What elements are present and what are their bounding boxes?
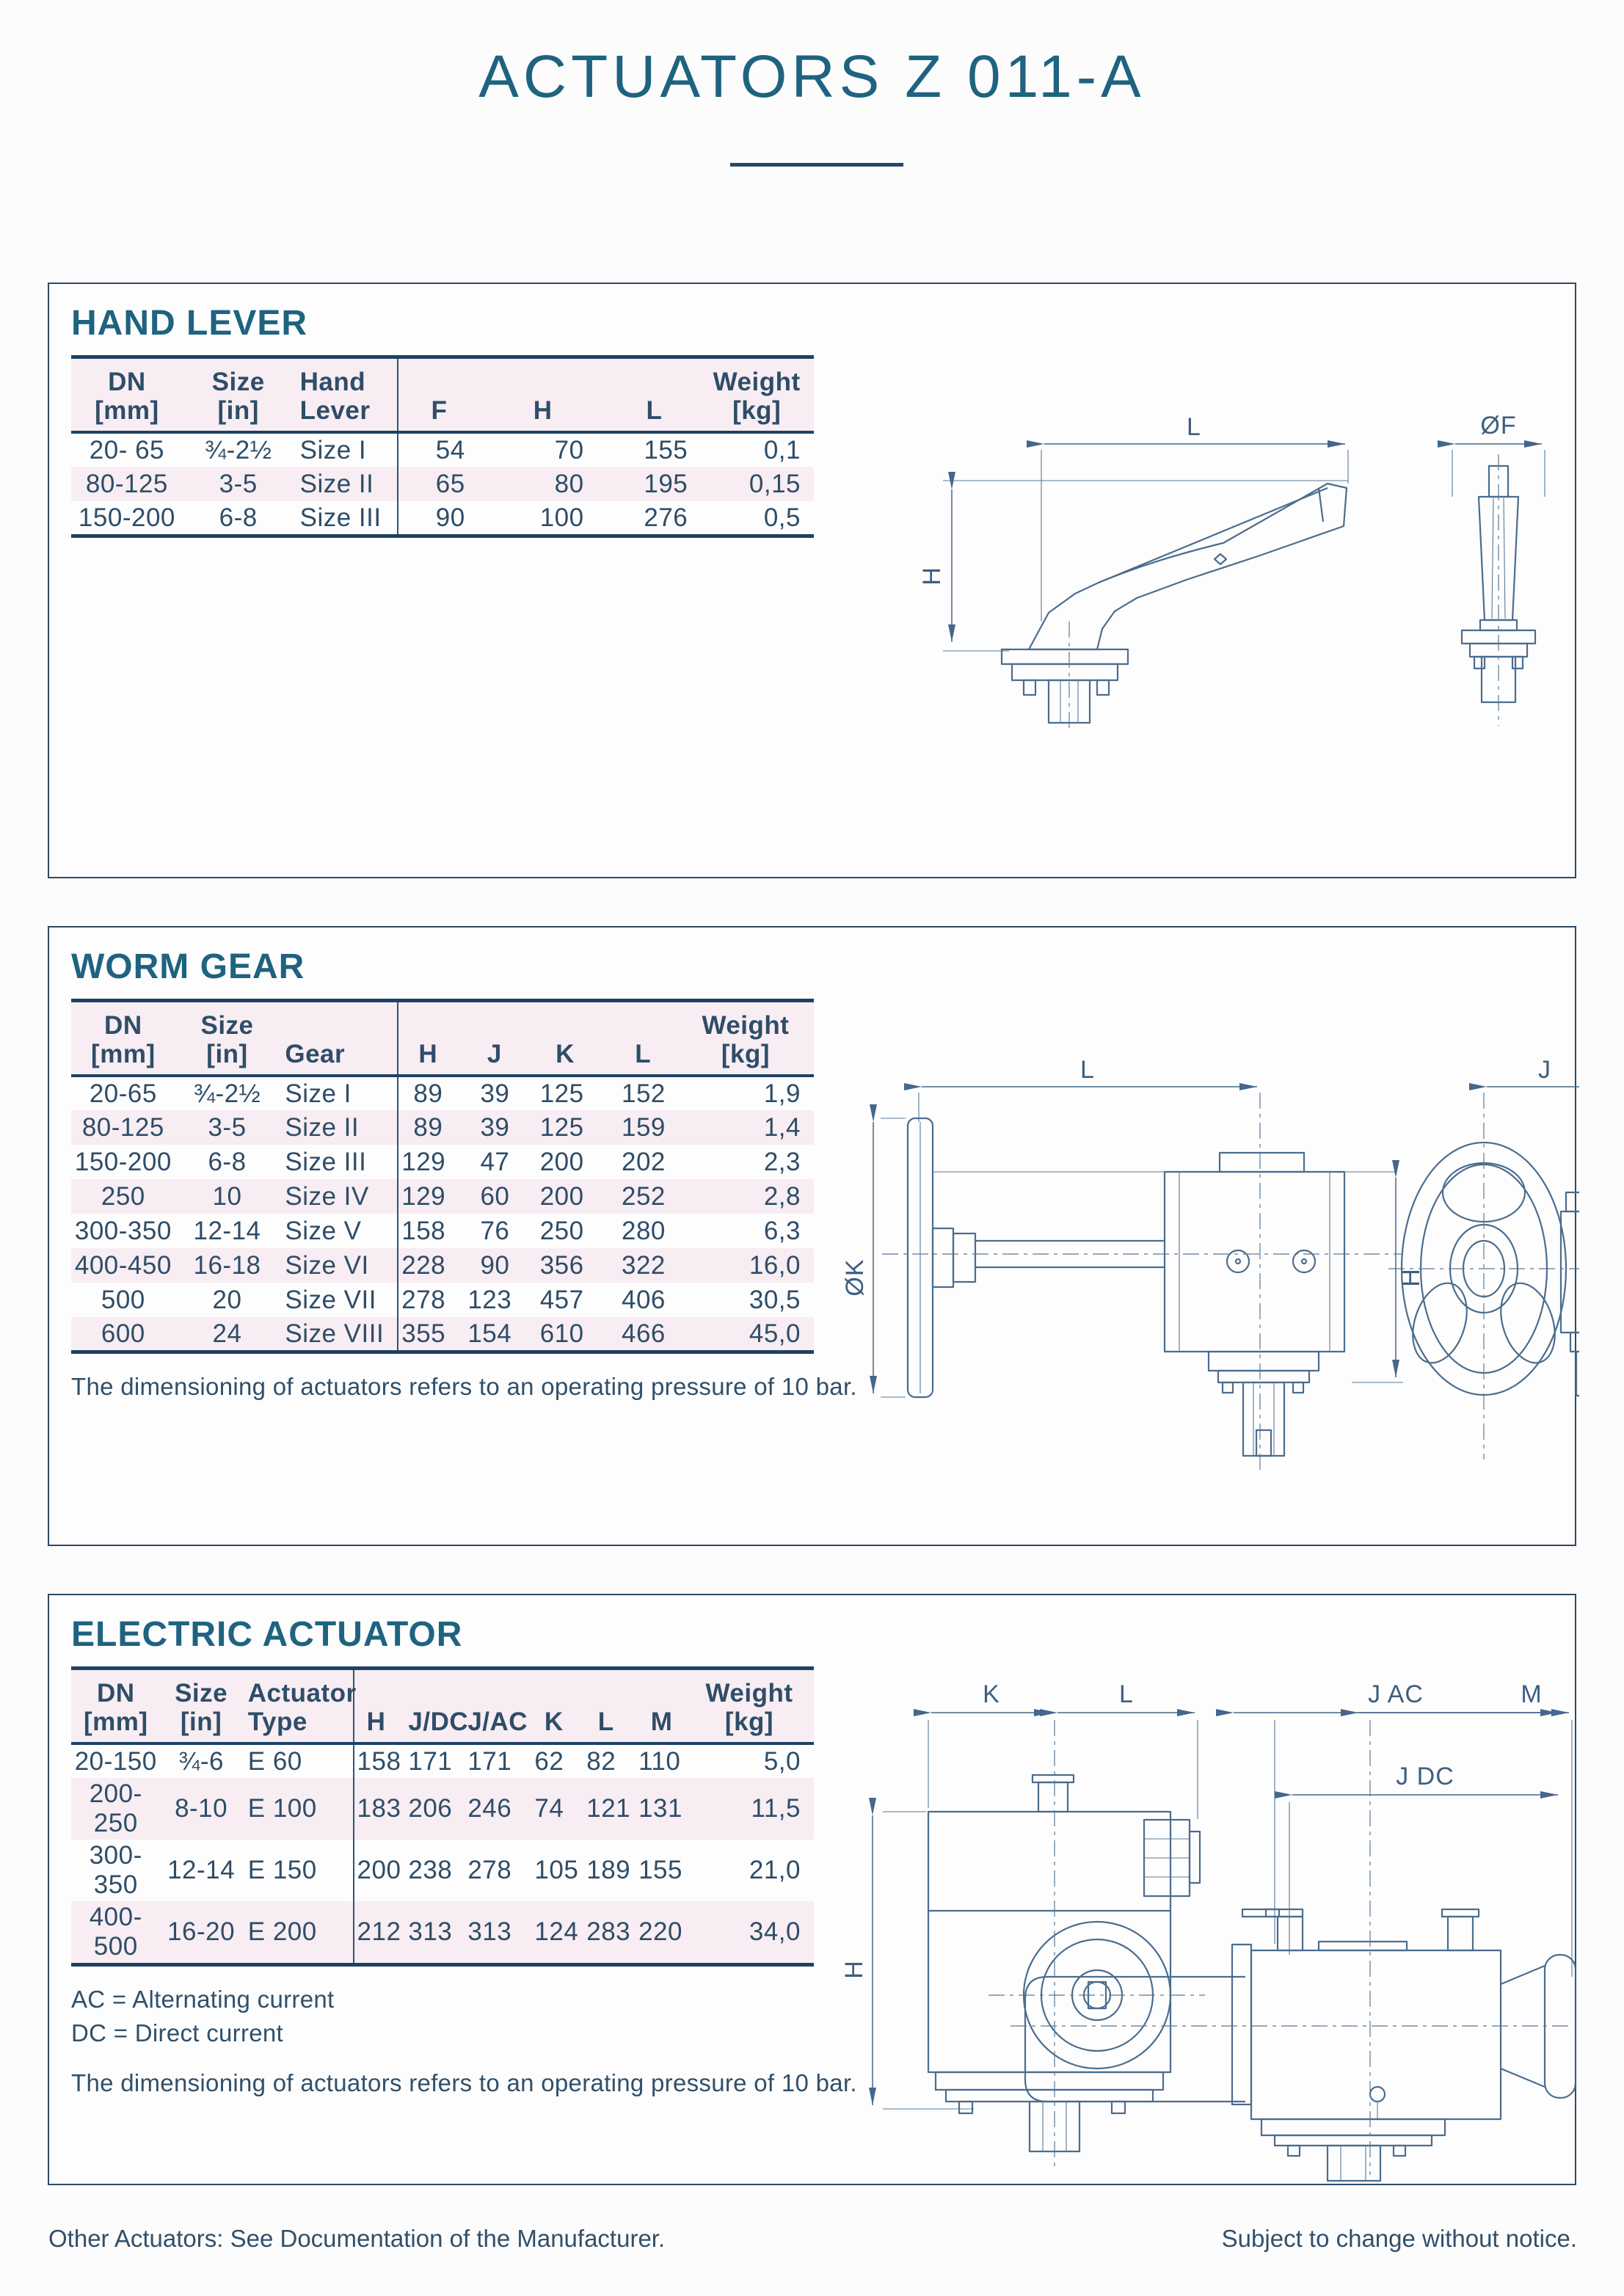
table-cell: 200 <box>539 1181 584 1211</box>
table-cell: E 60 <box>242 1743 354 1778</box>
table-row <box>71 1214 814 1248</box>
table-cell: 200 <box>357 1856 401 1885</box>
column-header: Gear <box>279 1001 398 1076</box>
table-cell: 322 <box>622 1250 666 1280</box>
table-cell: 406 <box>622 1285 666 1314</box>
table-cell: 400-450 <box>74 1250 172 1280</box>
table-cell: 82 <box>586 1746 616 1776</box>
table-cell: Size V <box>279 1214 398 1248</box>
table-cell: ¾-2½ <box>193 1079 261 1108</box>
column-header: DN [mm] <box>71 1001 175 1076</box>
table-row <box>71 1145 814 1179</box>
table-cell: 1,9 <box>763 1079 801 1108</box>
dim-label-l: L <box>1119 1680 1134 1708</box>
table-cell: 89 <box>413 1112 443 1142</box>
table-cell: 195 <box>644 469 688 498</box>
table-cell: 206 <box>408 1794 453 1823</box>
table-cell: 200 <box>539 1147 584 1176</box>
dim-label-jac: J AC <box>1368 1680 1424 1708</box>
header-row <box>71 357 814 433</box>
table-cell: 20- 65 <box>89 435 165 464</box>
table-cell: 20 <box>212 1285 242 1314</box>
table-cell: 16,0 <box>749 1250 801 1280</box>
section-heading: HAND LEVER <box>71 304 308 343</box>
table-cell: 171 <box>408 1746 453 1776</box>
table-cell: Size II <box>294 467 398 501</box>
hand-lever-table <box>71 355 814 538</box>
table-row <box>71 1840 814 1901</box>
table-row <box>71 1778 814 1840</box>
table-cell: Size III <box>294 501 398 536</box>
table-cell: 105 <box>534 1856 579 1885</box>
table-cell: 129 <box>401 1147 446 1176</box>
table-cell: Size I <box>279 1076 398 1110</box>
column-header: M <box>636 1669 695 1744</box>
table-cell: 280 <box>622 1216 666 1245</box>
table-cell: 10 <box>212 1181 242 1211</box>
table-cell: 600 <box>101 1319 145 1348</box>
table-cell: 39 <box>480 1079 510 1108</box>
note: The dimensioning of actuators refers to an operating pressure of 10 bar. <box>71 2069 857 2097</box>
table-cell: 20-150 <box>74 1746 157 1776</box>
dim-label-f: ØF <box>1480 412 1517 440</box>
table-cell: Size VI <box>279 1248 398 1283</box>
table-row <box>71 1110 814 1145</box>
table-cell: 159 <box>622 1112 666 1142</box>
table-cell: 171 <box>467 1746 512 1776</box>
table-cell: 47 <box>480 1147 510 1176</box>
table-cell: 228 <box>401 1250 446 1280</box>
actuator-front-view <box>840 1680 1205 2168</box>
table-row <box>71 1283 814 1317</box>
column-header: Weight [kg] <box>710 357 814 433</box>
table-row <box>71 1076 814 1110</box>
table-cell: 0,5 <box>763 503 801 532</box>
table-cell: Size IV <box>279 1179 398 1214</box>
table-cell: 12-14 <box>193 1216 261 1245</box>
table-cell: 220 <box>638 1917 682 1947</box>
table-cell: 250 <box>539 1216 584 1245</box>
table-cell: 76 <box>480 1216 510 1245</box>
table-cell: 12-14 <box>167 1856 236 1885</box>
spec-table <box>71 1666 814 1967</box>
table-cell: 16-18 <box>193 1250 261 1280</box>
table-cell: 123 <box>467 1285 512 1314</box>
table-cell: 150-200 <box>74 1147 172 1176</box>
table-cell: 45,0 <box>749 1319 801 1348</box>
actuator-side-view <box>805 1669 1576 2181</box>
column-header: L <box>606 357 710 433</box>
table-cell: 3-5 <box>208 1112 247 1142</box>
table-cell: Size VIII <box>279 1317 398 1352</box>
table-cell: 200-250 <box>89 1779 142 1838</box>
worm-gear-table <box>71 999 814 1354</box>
table-cell: Size II <box>279 1110 398 1145</box>
table-cell: E 100 <box>242 1778 354 1840</box>
table-row <box>71 432 814 467</box>
table-cell: 300-350 <box>74 1216 172 1245</box>
column-header: L <box>583 1669 636 1744</box>
column-header: Size [in] <box>160 1669 241 1744</box>
table-cell: 39 <box>480 1112 510 1142</box>
table-cell: 20-65 <box>89 1079 157 1108</box>
table-cell: 610 <box>539 1319 584 1348</box>
column-header: K <box>531 1669 583 1744</box>
column-header: H <box>354 1669 406 1744</box>
table-cell: 90 <box>480 1250 510 1280</box>
column-header: Actuator Type <box>242 1669 354 1744</box>
table-cell: 110 <box>638 1746 681 1776</box>
table-cell: 158 <box>357 1746 401 1776</box>
hand-lever-drawing <box>878 401 1561 732</box>
table-cell: 500 <box>101 1285 145 1314</box>
worm-gear-drawing <box>838 1049 1579 1474</box>
table-row <box>71 1248 814 1283</box>
table-cell: 278 <box>467 1856 512 1885</box>
table-cell: 6-8 <box>219 503 258 532</box>
table-cell: E 200 <box>242 1901 354 1965</box>
table-cell: 74 <box>534 1794 564 1823</box>
electric-actuator-table <box>71 1666 814 1967</box>
note: DC = Direct current <box>71 2019 284 2047</box>
table-row <box>71 1317 814 1352</box>
table-cell: 457 <box>539 1285 584 1314</box>
table-cell: 238 <box>408 1856 453 1885</box>
table-cell: 313 <box>467 1917 512 1947</box>
table-cell: 121 <box>586 1794 631 1823</box>
column-header: Hand Lever <box>294 357 398 433</box>
dim-label-k: ØK <box>841 1258 869 1297</box>
table-cell: 150-200 <box>78 503 175 532</box>
table-cell: E 150 <box>242 1840 354 1901</box>
table-cell: 276 <box>644 503 688 532</box>
table-row <box>71 467 814 501</box>
table-cell: 80 <box>554 469 584 498</box>
table-cell: ¾-2½ <box>204 435 272 464</box>
table-cell: 400-500 <box>89 1903 142 1961</box>
table-cell: 154 <box>467 1319 512 1348</box>
table-cell: 21,0 <box>749 1856 801 1885</box>
column-header: Weight [kg] <box>695 1669 814 1744</box>
table-cell: 6-8 <box>208 1147 247 1176</box>
column-header: DN [mm] <box>71 1669 160 1744</box>
column-header: Size [in] <box>175 1001 280 1076</box>
table-cell: 252 <box>622 1181 666 1211</box>
title-underline <box>730 163 903 167</box>
table-row <box>71 501 814 536</box>
table-cell: 30,5 <box>749 1285 801 1314</box>
table-cell: 2,8 <box>763 1181 801 1211</box>
table-cell: 155 <box>644 435 688 464</box>
table-cell: 8-10 <box>175 1794 228 1823</box>
table-cell: 1,4 <box>763 1112 801 1142</box>
dim-label-k: K <box>983 1680 1000 1708</box>
column-header: K <box>531 1001 605 1076</box>
table-cell: 54 <box>435 435 465 464</box>
section-heading: WORM GEAR <box>71 947 305 986</box>
table-cell: 124 <box>534 1917 579 1947</box>
electric-actuator-drawing-svg <box>805 1669 1576 2182</box>
table-cell: 90 <box>435 503 465 532</box>
table-row <box>71 1179 814 1214</box>
table-cell: 11,5 <box>751 1794 801 1823</box>
table-cell: 60 <box>480 1181 510 1211</box>
table-cell: 62 <box>534 1746 564 1776</box>
table-cell: 80-125 <box>81 1112 164 1142</box>
table-cell: 356 <box>539 1250 584 1280</box>
column-header: DN [mm] <box>71 357 183 433</box>
table-cell: 3-5 <box>219 469 258 498</box>
column-header: H <box>487 357 606 433</box>
hand-lever-section <box>48 283 1576 878</box>
table-cell: 2,3 <box>763 1147 801 1176</box>
table-cell: 300-350 <box>89 1841 142 1900</box>
table-cell: 355 <box>401 1319 446 1348</box>
dim-label-m: M <box>1521 1680 1543 1708</box>
column-header: J/DC <box>405 1669 465 1744</box>
table-cell: 313 <box>408 1917 453 1947</box>
table-cell: 0,1 <box>763 435 801 464</box>
spec-table <box>71 355 814 538</box>
table-cell: 131 <box>638 1794 682 1823</box>
page-title: ACTUATORS Z 011-A <box>478 43 1146 110</box>
column-header: H <box>398 1001 465 1076</box>
dim-label-jdc: J DC <box>1396 1763 1454 1790</box>
table-cell: 212 <box>357 1917 401 1947</box>
worm-gear-section <box>48 926 1576 1546</box>
table-cell: 34,0 <box>749 1917 801 1947</box>
electric-actuator-section <box>48 1594 1576 2185</box>
dim-label-j: J <box>1538 1056 1551 1084</box>
table-cell: 152 <box>622 1079 666 1108</box>
table-cell: 70 <box>554 435 584 464</box>
table-cell: 183 <box>357 1794 401 1823</box>
table-cell: 89 <box>413 1079 443 1108</box>
note: AC = Alternating current <box>71 1986 335 2013</box>
table-cell: 250 <box>101 1181 145 1211</box>
table-cell: 0,15 <box>749 469 801 498</box>
header-row <box>71 1669 814 1744</box>
dim-label-l: L <box>1187 413 1201 441</box>
column-header: J/AC <box>465 1669 531 1744</box>
column-header: Weight [kg] <box>688 1001 814 1076</box>
note: The dimensioning of actuators refers to an operating pressure of 10 bar. <box>71 1372 857 1400</box>
dim-label-h: H <box>840 1960 868 1979</box>
worm-gear-drawing-svg <box>838 1049 1579 1474</box>
table-cell: 466 <box>622 1319 666 1348</box>
column-header: Size [in] <box>183 357 294 433</box>
table-cell: 189 <box>586 1856 631 1885</box>
table-cell: 283 <box>586 1917 631 1947</box>
worm-gear-front-view <box>1388 1056 1579 1459</box>
dim-label-l: L <box>1080 1056 1095 1084</box>
table-cell: 125 <box>539 1079 584 1108</box>
column-header: J <box>465 1001 531 1076</box>
electric-actuator-drawing <box>805 1669 1576 2182</box>
table-cell: Size VII <box>279 1283 398 1317</box>
footer-note-right: Subject to change without notice. <box>1221 2225 1577 2252</box>
table-row <box>71 1743 814 1778</box>
table-cell: 6,3 <box>763 1216 801 1245</box>
table-cell: ¾-6 <box>178 1746 224 1776</box>
table-cell: 202 <box>622 1147 666 1176</box>
dim-label-h: H <box>918 566 946 586</box>
table-cell: 129 <box>401 1181 446 1211</box>
table-cell: 278 <box>401 1285 446 1314</box>
dim-label-h: H <box>1397 1268 1425 1287</box>
table-cell: 5,0 <box>763 1746 801 1776</box>
hand-lever-drawing-svg <box>878 401 1561 732</box>
table-cell: 158 <box>401 1216 446 1245</box>
lever-side-view <box>918 413 1348 730</box>
table-cell: 155 <box>638 1856 682 1885</box>
table-cell: 24 <box>212 1319 242 1348</box>
worm-gear-side-view <box>841 1056 1425 1470</box>
table-cell: 100 <box>539 503 584 532</box>
table-cell: 65 <box>435 469 465 498</box>
table-cell: Size III <box>279 1145 398 1179</box>
footer-note-left: Other Actuators: See Documentation of the Manufacturer. <box>48 2225 666 2252</box>
header-row <box>71 1001 814 1076</box>
table-cell: 16-20 <box>167 1917 236 1947</box>
column-header: F <box>398 357 487 433</box>
table-cell: 246 <box>467 1794 512 1823</box>
column-header: L <box>606 1001 688 1076</box>
section-heading: ELECTRIC ACTUATOR <box>71 1615 463 1654</box>
lever-end-view <box>1452 412 1545 726</box>
table-row <box>71 1901 814 1965</box>
spec-table <box>71 999 814 1354</box>
table-cell: Size I <box>294 432 398 467</box>
table-cell: 80-125 <box>85 469 168 498</box>
table-cell: 125 <box>539 1112 584 1142</box>
